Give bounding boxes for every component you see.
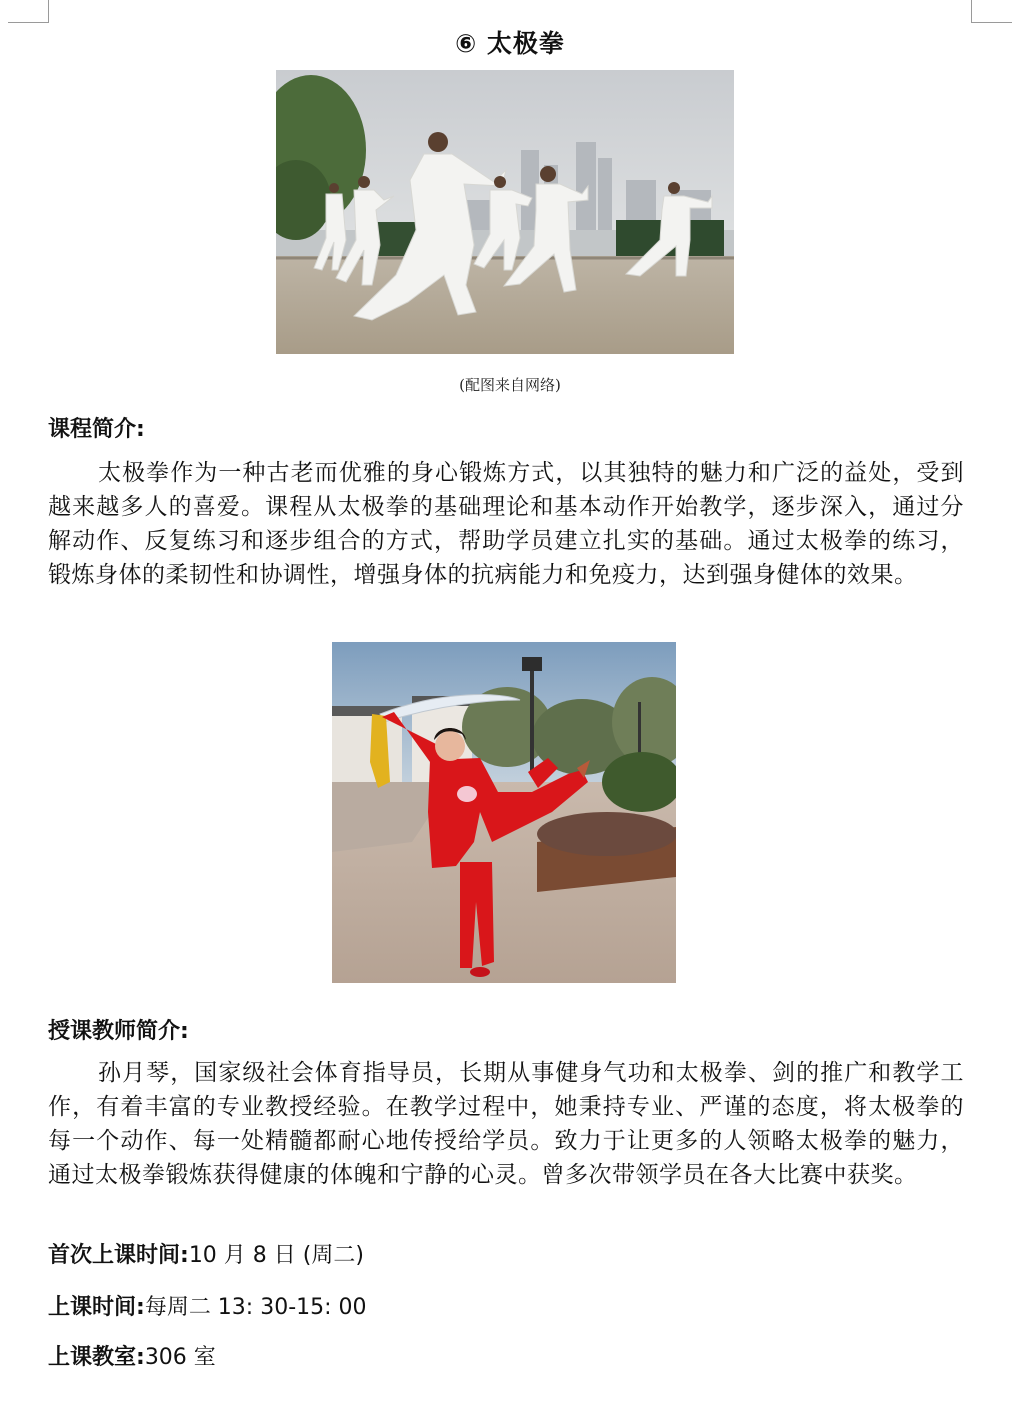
classroom-label: 上课教室: [48, 1345, 145, 1370]
page-corner-mark-left [8, 0, 49, 23]
classroom-value: 306 室 [144, 1345, 216, 1370]
teacher-paragraph: 孙月琴，国家级社会体育指导员，长期从事健身气功和太极拳、剑的推广和教学工作，有着丰富的专业教授经验。在教学过程中，她秉持专业、严谨的态度，将太极拳的每一个动作、每一处精髓都耐心地传授给学员。致力于让更多的人领略太极拳的魅力，通过太极拳锻炼获得健康的体魄和宁静的心灵。曾多次带领学员在各大比赛中获奖。 [48, 1060, 964, 1188]
intro-paragraph: 太极拳作为一种古老而优雅的身心锻炼方式，以其独特的魅力和广泛的益处，受到越来越多人的喜爱。课程从太极拳的基础理论和基本动作开始教学，逐步深入，通过分解动作、反复练习和逐步组合的方式，帮助学员建立扎实的基础。通过太极拳的练习，锻炼身体的柔韧性和协调性，增强身体的抗病能力和免疫力，达到强身健体的效果。 [48, 460, 964, 588]
class-time [48, 1290, 367, 1321]
intro-heading: 课程简介: [48, 417, 145, 442]
tai-chi-group-photo [276, 70, 734, 354]
first-class-value: 10 月 8 日 (周二) [188, 1243, 364, 1268]
page-corner-mark-right [971, 0, 1012, 23]
photo-caption: (配图来自网络) [459, 376, 561, 394]
class-time-label: 上课时间: [48, 1295, 145, 1320]
first-class-time [48, 1238, 364, 1269]
teacher-sword-photo [332, 642, 676, 983]
page-title: ⑥ 太极拳 [455, 29, 565, 58]
classroom [48, 1340, 216, 1371]
class-time-value: 每周二 13: 30-15: 00 [144, 1295, 367, 1320]
first-class-label: 首次上课时间: [48, 1243, 189, 1268]
teacher-heading: 授课教师简介: [48, 1019, 189, 1044]
